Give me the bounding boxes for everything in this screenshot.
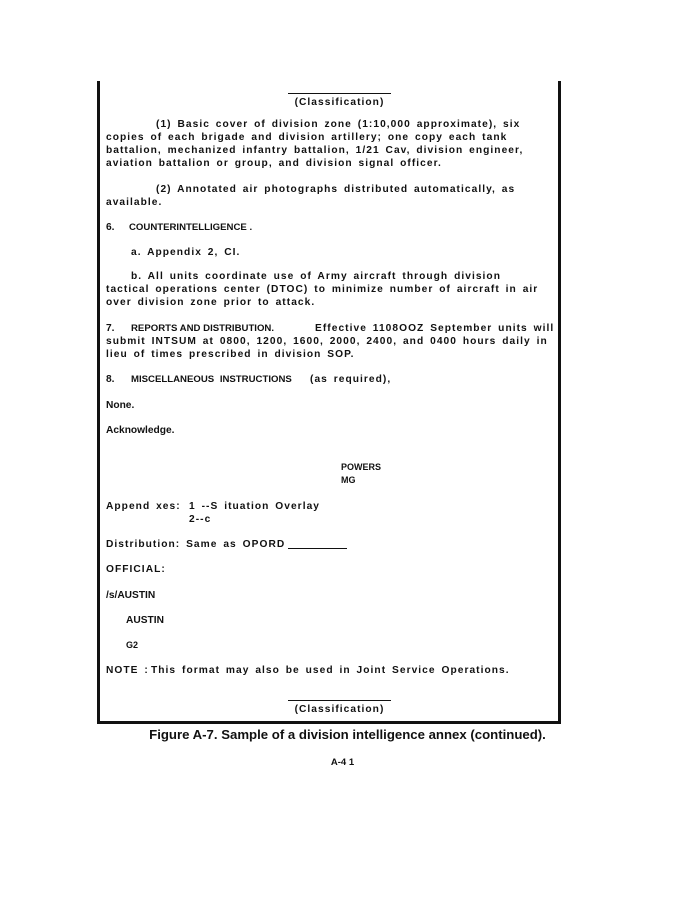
- appendix-2: 2--c: [189, 514, 212, 525]
- acknowledge-text: Acknowledge.: [106, 425, 175, 436]
- signature-name: POWERS: [341, 462, 382, 472]
- item-b-line-2: tactical operations center (DTOC) to minimize number of aircraft in air: [106, 284, 539, 295]
- section-7-heading: REPORTS AND DISTRIBUTION.: [131, 323, 275, 334]
- para-2-line-1: (2) Annotated air photographs distributed automatically, as: [156, 184, 516, 195]
- g2-title: G2: [126, 640, 139, 650]
- page-number: A-4 1: [330, 757, 355, 768]
- note-label: NOTE :: [106, 665, 149, 676]
- section-6-number: 6.: [106, 222, 115, 233]
- signed-austin: /s/AUSTIN: [106, 590, 156, 601]
- official-label: OFFICIAL:: [106, 564, 166, 575]
- section-8-note: (as required),: [310, 374, 392, 385]
- classification-top: (Classification): [288, 93, 391, 109]
- document-frame: [97, 81, 561, 724]
- note-text: This format may also be used in Joint Service Operations.: [151, 665, 510, 676]
- appendix-1: 1 --S ituation Overlay: [189, 501, 320, 512]
- para-1-line-1: (1) Basic cover of division zone (1:10,000 approximate), six: [156, 119, 521, 130]
- section-8-number: 8.: [106, 374, 115, 385]
- distribution-line: Distribution: Same as OPORD: [106, 539, 286, 550]
- none-text: None.: [106, 400, 135, 411]
- section-7-number: 7.: [106, 323, 115, 334]
- section-7-line-3: lieu of times prescribed in division SOP.: [106, 349, 355, 360]
- section-6-heading: COUNTERINTELLIGENCE .: [129, 222, 253, 233]
- section-7-line-2: submit INTSUM at 0800, 1200, 1600, 2000, 2400, and 0400 hours daily in: [106, 336, 548, 347]
- para-2-line-2: available.: [106, 197, 163, 208]
- signature-rank: MG: [341, 475, 356, 485]
- austin-name: AUSTIN: [126, 615, 164, 626]
- figure-caption: Figure A-7. Sample of a division intelligence annex (continued).: [149, 727, 546, 742]
- section-7-line-1: Effective 1108OOZ September units will: [315, 323, 555, 334]
- distribution-underline: [288, 548, 347, 549]
- para-1-line-2: copies of each brigade and division artillery; one copy each tank: [106, 132, 508, 143]
- classification-bottom: (Classification): [288, 700, 391, 716]
- appendixes-label: Append xes:: [106, 501, 181, 512]
- item-b-line-3: over division zone prior to attack.: [106, 297, 316, 308]
- para-1-line-3: battalion, mechanized infantry battalion, 1/21 Cav, division engineer,: [106, 145, 524, 156]
- item-a: a. Appendix 2, CI.: [131, 247, 241, 258]
- section-8-heading: MISCELLANEOUS INSTRUCTIONS: [131, 374, 292, 385]
- para-1-line-4: aviation battalion or group, and division signal officer.: [106, 158, 442, 169]
- item-b-line-1: b. All units coordinate use of Army aircraft through division: [131, 271, 501, 282]
